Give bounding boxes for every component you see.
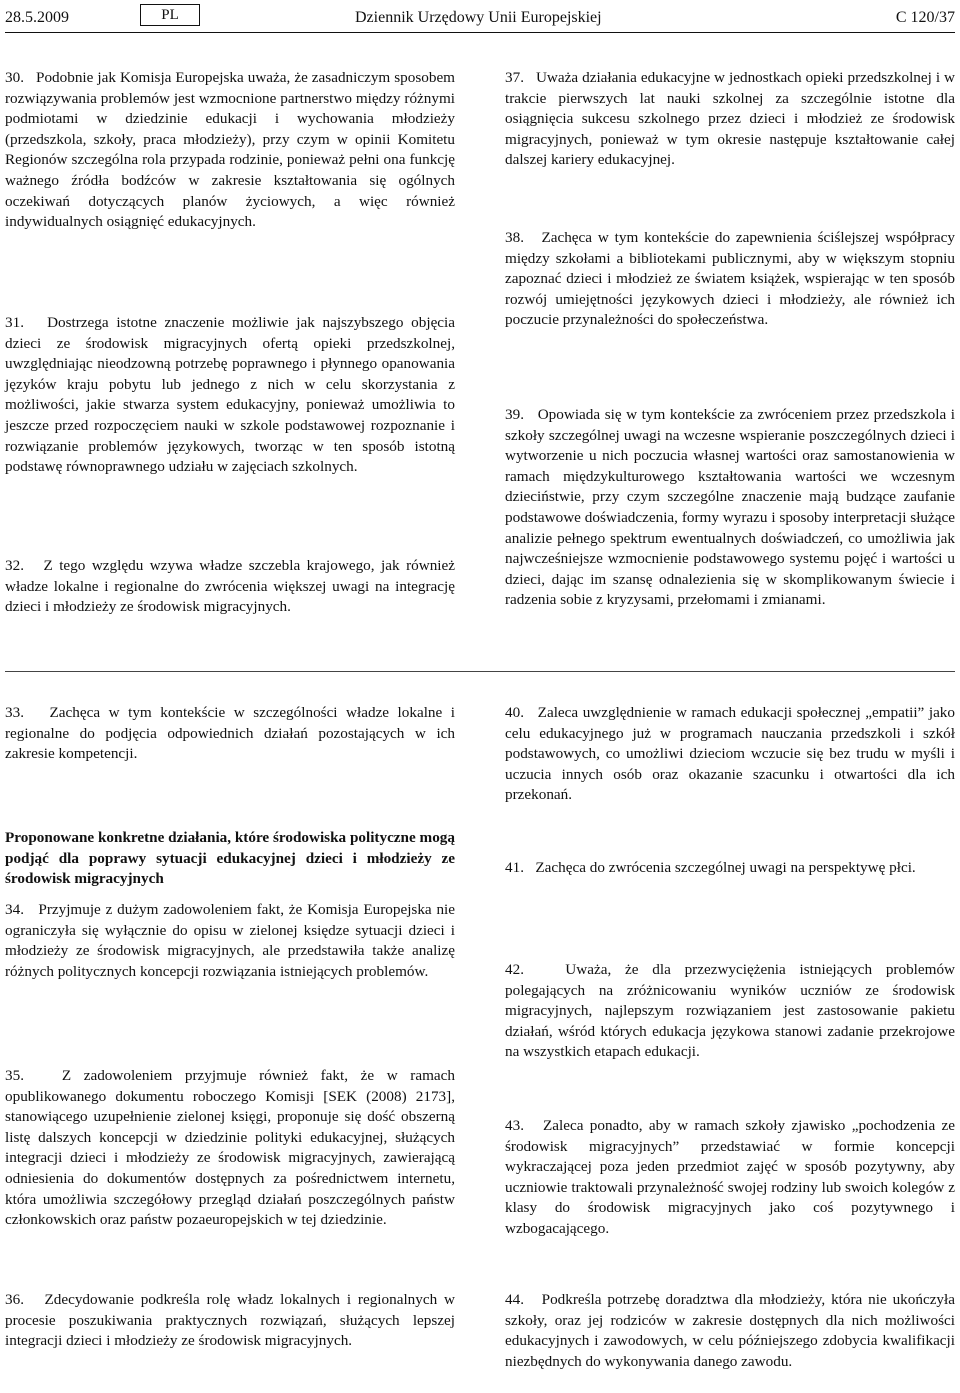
paragraph-37 <box>505 68 955 171</box>
paragraph-text: Opowiada się w tym kontekście za zwróceniem przez przedszkola i szkoły szczególnej uwagi na wczesne wspieranie poszczególnych dzieci i wytworzenie u nich poczucia własnej wartości oraz samostanowienia w ramach międzykulturowego kształtowania wartości we wczesnym dzieciństwie, przy czym szczególne znaczenie mają budzące zaufanie podstawowe doświadczenia, formy wyrazu i sposoby interpretacji służące analizie pełnego spektrum ewentualnych doświadczeń, co umożliwia jak najwcześniejsze wzmocnienie podstawowego systemu pojęć i wartości u dzieci, dając im szansę odnalezienia się w skomplikowanym świecie i radzenia sobie z kryzysami, przełomami i zmianami. <box>505 406 955 609</box>
paragraph-33 <box>5 703 455 765</box>
paragraph-text: Uważa działania edukacyjne w jednostkach opieki przedszkolnej i w trakcie pierwszych lat nauki szkolnej za szczególnie istotne dla osiągnięcia sukcesu szkolnego przez dzieci i młodzież ze środowisk migracyjnych, ponieważ w tym okresie następuje kształtowanie całej dalszej kariery edukacyjnej. <box>505 69 956 169</box>
paragraph-text: Podkreśla potrzebę doradztwa dla młodzieży, która nie ukończyła szkoły, oraz jej rodziców w zakresie dostępnych dla nich możliwości edukacyjnych i zawodowych, w celu późniejszego zdobycia kwalifikacji niezbędnych do wykonywania danego zawodu. <box>505 1291 955 1370</box>
paragraph-number: 37. <box>505 69 524 86</box>
paragraph-number: 34. <box>5 901 24 918</box>
paragraph-number: 32. <box>5 557 24 574</box>
paragraph-number: 35. <box>5 1067 24 1084</box>
paragraph-number: 42. <box>505 961 524 978</box>
paragraph-text: Przyjmuje z dużym zadowoleniem fakt, że Komisja Europejska nie ograniczyła się wyłącznie do opisu w zielonej księdze sytuacji dzieci i młodzieży ze środowisk migracyjnych, ale przedstawiła także analizę różnych politycznych koncepcji rozwiązania istniejących problemów. <box>5 901 456 980</box>
journal-title: Dziennik Urzędowy Unii Europejskiej <box>355 9 602 26</box>
paragraph-text: Zaleca ponadto, aby w ramach szkoły zjawisko „pochodzenia ze środowisk migracyjnych” przedstawiać w formie koncepcji wykraczającej poza jeden przedmiot zajęć w sposób pozytywny, aby uczniowie traktowali przynależność swojej rodziny lub swoich kolegów z klasy do środowisk migracyjnych jako coś pozytywnego i wzbogacającego. <box>505 1117 955 1237</box>
paragraph-text: Dostrzega istotne znaczenie możliwie jak najszybszego objęcia dzieci ze środowisk migracyjnych ofertą opieki przedszkolnej, uwzględniając nieodzowną potrzebę poprawnego i płynnego opanowania języków kraju pobytu lub jednego z nich w celu skorzystania z możliwości, jakie stwarza system edukacyjny, ponieważ umożliwia to jeszcze przed rozpoczęciem nauki w szkole podstawowej rozpoznanie i rozwiązanie problemów językowych, tworząc w ten sposób istotną podstawę równoprawnego udziału w zajęciach szkolnych. <box>5 314 456 476</box>
paragraph-35 <box>5 1066 455 1231</box>
page-header <box>5 4 955 38</box>
header-rule <box>5 32 955 33</box>
paragraph-text: Zachęca do zwrócenia szczególnej uwagi na perspektywę płci. <box>535 859 916 876</box>
paragraph-number: 40. <box>505 704 524 721</box>
paragraph-number: 43. <box>505 1117 524 1134</box>
paragraph-text: Uważa, że dla przezwyciężenia istniejących problemów polegających na zróżnicowaniu wyników uczniów ze środowisk migracyjnych, najlepszym rozwiązaniem jest zastosowanie pakietu działań, wśród których edukacja językowa stanowi zadanie przekrojowe na wszystkich etapach edukacji. <box>505 961 956 1061</box>
paragraph-44 <box>505 1290 955 1372</box>
paragraph-number: 30. <box>5 69 24 86</box>
issue-date: 28.5.2009 <box>5 9 69 26</box>
section-separator <box>5 671 955 672</box>
paragraph-number: 33. <box>5 704 24 721</box>
paragraph-text: Zachęca w tym kontekście w szczególności władze lokalne i regionalne do podjęcia odpowiednich działań pozostających w ich zakresie kompetencji. <box>5 704 455 763</box>
paragraph-number: 38. <box>505 229 524 246</box>
paragraph-30 <box>5 68 455 233</box>
paragraph-number: 36. <box>5 1291 24 1308</box>
paragraph-number: 44. <box>505 1291 524 1308</box>
paragraph-38 <box>505 228 955 331</box>
paragraph-text: Podobnie jak Komisja Europejska uważa, że zasadniczym sposobem rozwiązywania problemów jest wzmocnione partnerstwo między różnymi podmiotami w dziedzinie edukacji i wychowania młodzieży (przedszkola, szkoły, praca młodzieży), przy czym w opinii Komitetu Regionów szczególna rola przypada rodzinie, ponieważ pełni ona funkcję ważnego źródła bodźców w zakresie kształtowania się ogólnych oczekiwań dotyczących planów życiowych, a więc również indywidualnych osiągnięć edukacyjnych. <box>5 69 455 231</box>
paragraph-42 <box>505 960 955 1063</box>
language-badge: PL <box>140 4 200 26</box>
page-reference: C 120/37 <box>895 9 955 26</box>
paragraph-32 <box>5 556 455 618</box>
paragraph-39 <box>505 405 955 611</box>
paragraph-36 <box>5 1290 455 1352</box>
section-heading: Proponowane konkretne działania, które środowiska polityczne mogą podjąć dla poprawy sytuacji edukacyjnej dzieci i młodzieży ze środowisk migracyjnych <box>5 829 455 888</box>
paragraph-text: Zachęca w tym kontekście do zapewnienia ściślejszej współpracy między szkołami a bibliotekami publicznymi, aby w większym stopniu zapoznać dzieci i młodzież ze światem książek, wspierając w ten sposób rozwój umiejętności językowych dzieci i młodzieży, ale również ich poczucie przynależności do społeczeństwa. <box>505 229 955 329</box>
paragraph-34 <box>5 900 455 982</box>
paragraph-41 <box>505 858 955 879</box>
paragraph-text: Zdecydowanie podkreśla rolę władz lokalnych i regionalnych w procesie poszukiwania praktycznych rozwiązań, służących lepszej integracji dzieci i młodzieży ze środowisk migracyjnych. <box>5 1291 455 1350</box>
paragraph-31 <box>5 313 455 478</box>
paragraph-43 <box>505 1116 955 1240</box>
paragraph-number: 39. <box>505 406 524 423</box>
paragraph-text: Z tego względu wzywa władze szczebla krajowego, jak również władze lokalne i regionalne do zwrócenia większej uwagi na integrację dzieci i młodzieży ze środowisk migracyjnych. <box>5 557 455 616</box>
paragraph-number: 41. <box>505 859 524 876</box>
paragraph-text: Zaleca uwzględnienie w ramach edukacji społecznej „empatii” jako celu edukacyjnego już w programach nauczania przedszkoli i szkół podstawowych, co umożliwi dzieciom wczucie się bez trudu w myśli i uczucia innych osób oraz okazanie szacunku i otwartości dla ich przekonań. <box>505 704 955 804</box>
paragraph-number: 31. <box>5 314 24 331</box>
paragraph-40 <box>505 703 955 806</box>
paragraph-text: Z zadowoleniem przyjmuje również fakt, że w ramach opublikowanego dokumentu roboczego Komisji [SEK (2008) 2173], stanowiącego uzupełnienie zielonej księgi, proponuje się dość obszerną listę dalszych koncepcji w dziedzinie polityki edukacyjnej, służących integracji dzieci i młodzieży ze środowisk migracyjnych, zawierającą odniesienia do dokumentów dostępnych za pośrednictwem internetu, która umożliwia szczegółowy przegląd działań poszczególnych państw członkowskich oraz państw pozaeuropejskich w tej dziedzinie. <box>5 1067 455 1229</box>
